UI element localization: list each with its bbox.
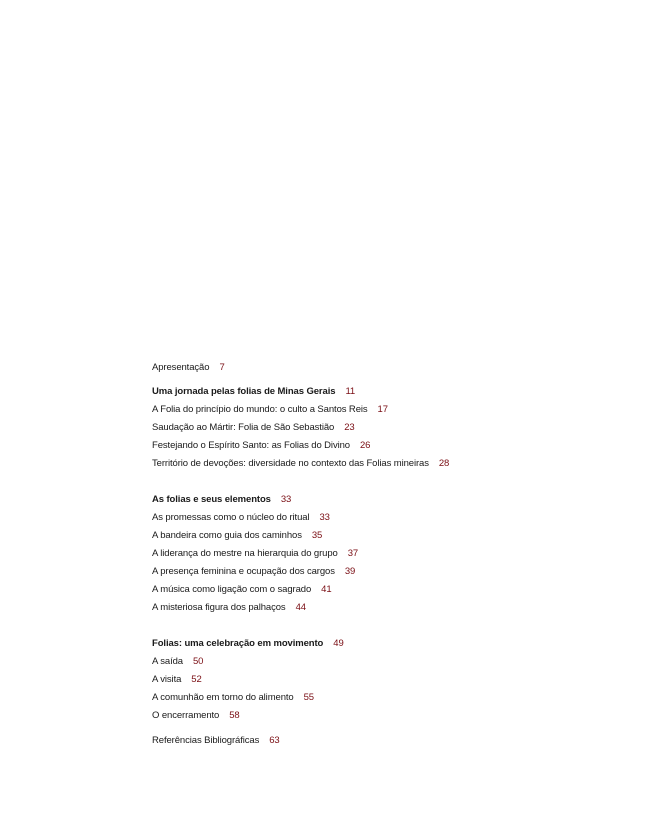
toc-section-heading-1[interactable] bbox=[152, 386, 652, 404]
toc-entry[interactable] bbox=[152, 422, 652, 440]
toc-page-number: 37 bbox=[347, 548, 359, 559]
toc-page-number: 33 bbox=[280, 494, 292, 505]
toc-section-heading-2[interactable] bbox=[152, 494, 652, 512]
toc-entry[interactable] bbox=[152, 458, 652, 476]
toc-page-number: 63 bbox=[269, 735, 280, 746]
toc-entry[interactable] bbox=[152, 674, 652, 692]
toc-entry[interactable] bbox=[152, 512, 652, 530]
toc-page-number: 28 bbox=[438, 458, 450, 469]
toc-page-number: 52 bbox=[191, 674, 202, 685]
toc-page-number: 35 bbox=[311, 530, 323, 541]
toc-entry-title: A saída bbox=[152, 656, 183, 667]
toc-entry[interactable] bbox=[152, 692, 652, 710]
toc-entry-title: A Folia do princípio do mundo: o culto a Santos Reis bbox=[152, 404, 368, 415]
toc-entry-title: A liderança do mestre na hierarquia do grupo bbox=[152, 548, 338, 559]
toc-entry[interactable] bbox=[152, 530, 652, 548]
toc-section-title: Uma jornada pelas folias de Minas Gerais bbox=[152, 386, 336, 397]
toc-entry-title: A música como ligação com o sagrado bbox=[152, 584, 312, 595]
toc-entry-title: A misteriosa figura dos palhaços bbox=[152, 602, 286, 613]
toc-page-number: 7 bbox=[219, 362, 225, 373]
toc-entry[interactable] bbox=[152, 440, 652, 458]
toc-entry-title: A presença feminina e ocupação dos cargos bbox=[152, 566, 335, 577]
toc-entry-presentation[interactable] bbox=[152, 362, 652, 380]
toc-section-title: As folias e seus elementos bbox=[152, 494, 271, 505]
toc-page-number: 39 bbox=[344, 566, 356, 577]
toc-entry[interactable] bbox=[152, 602, 652, 620]
toc-entry-title: As promessas como o núcleo do ritual bbox=[152, 512, 310, 523]
toc-entry[interactable] bbox=[152, 710, 652, 728]
toc-entry[interactable] bbox=[152, 566, 652, 584]
toc-page-number: 11 bbox=[345, 386, 356, 397]
toc-entry-title: Festejando o Espírito Santo: as Folias do Divino bbox=[152, 440, 350, 451]
table-of-contents bbox=[152, 362, 652, 753]
toc-page-number: 41 bbox=[321, 584, 332, 595]
toc-entry-title: A visita bbox=[152, 674, 182, 685]
toc-entry-title: A bandeira como guia dos caminhos bbox=[152, 530, 302, 541]
toc-page-number: 23 bbox=[344, 422, 355, 433]
toc-section-title: Folias: uma celebração em movimento bbox=[152, 638, 324, 649]
toc-page-number: 50 bbox=[193, 656, 204, 667]
toc-section-heading-3[interactable] bbox=[152, 638, 652, 656]
toc-entry-title: Território de devoções: diversidade no contexto das Folias mineiras bbox=[152, 458, 429, 469]
toc-page-number: 33 bbox=[319, 512, 330, 523]
toc-entry-title: O encerramento bbox=[152, 710, 220, 721]
toc-page-number: 58 bbox=[229, 710, 240, 721]
toc-entry[interactable] bbox=[152, 548, 652, 566]
toc-entry[interactable] bbox=[152, 656, 652, 674]
toc-entry-title: Saudação ao Mártir: Folia de São Sebastião bbox=[152, 422, 335, 433]
toc-entry-title: A comunhão em torno do alimento bbox=[152, 692, 294, 703]
toc-entry[interactable] bbox=[152, 584, 652, 602]
toc-entry-title: Referências Bibliográficas bbox=[152, 735, 260, 746]
toc-entry-title: Apresentação bbox=[152, 362, 210, 373]
toc-page-number: 26 bbox=[359, 440, 371, 451]
toc-page-number: 49 bbox=[333, 638, 344, 649]
toc-page-number: 44 bbox=[295, 602, 306, 613]
toc-page-number: 55 bbox=[303, 692, 314, 703]
toc-page-number: 17 bbox=[377, 404, 388, 415]
toc-entry-references[interactable] bbox=[152, 735, 652, 753]
toc-entry[interactable] bbox=[152, 404, 652, 422]
